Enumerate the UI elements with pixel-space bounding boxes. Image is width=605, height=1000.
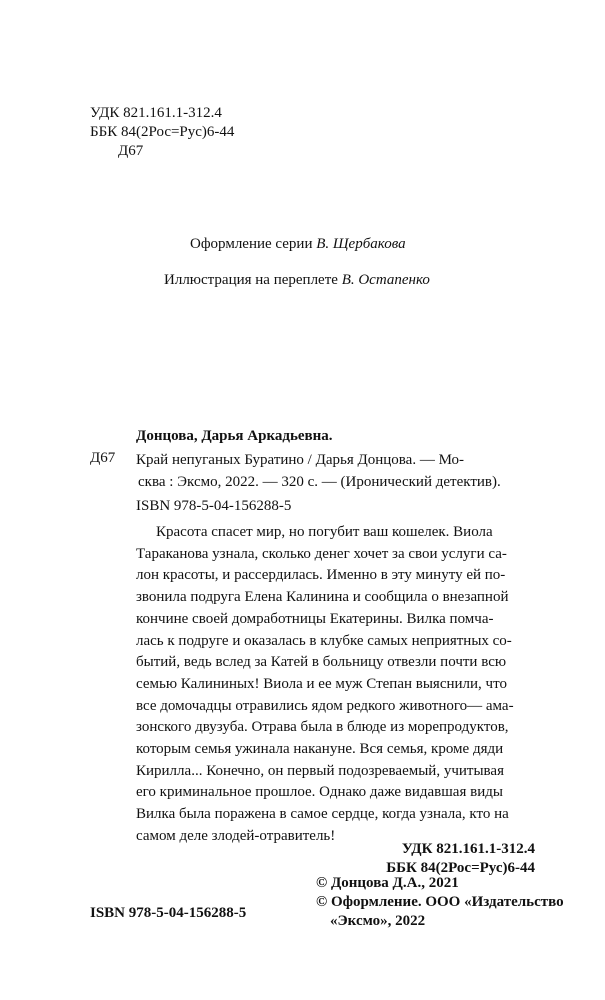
series-design-name: В. Щербакова: [316, 236, 406, 252]
bbk-code-bottom: ББК 84(2Рос=Рус)6-44: [386, 860, 535, 876]
copyright-publisher-line2: «Эксмо», 2022: [330, 913, 426, 929]
title-statement: [136, 450, 540, 493]
annotation-line: его криминальное прошлое. Однако даже видавшая виды: [136, 784, 503, 801]
record-author-mark: Д67: [90, 450, 116, 466]
annotation-line: лон красоты, и рассердилась. Именно в эту минуту ей по-: [136, 567, 506, 584]
annotation-line: которым семья ужинала накануне. Вся семья, кроме дяди: [136, 741, 504, 758]
annotation-line: звонила подруга Елена Калинина и сообщила о внезапной: [136, 589, 509, 606]
series-design-credit: [190, 236, 406, 253]
top-codes: [90, 104, 234, 161]
footer-isbn: ISBN 978-5-04-156288-5: [90, 905, 247, 921]
copyright-author: © Донцова Д.А., 2021: [316, 875, 459, 891]
annotation-line: зонского двузуба. Отрава была в блюде из морепродуктов,: [136, 719, 509, 736]
series-design-label: Оформление серии: [190, 236, 313, 252]
annotation-line: Тараканова узнала, сколько денег хочет за свои услуги са-: [136, 545, 507, 562]
cover-illustration-name: В. Остапенко: [341, 272, 430, 288]
copyright-block: [316, 874, 564, 931]
cover-illustration-credit: [164, 272, 430, 289]
annotation-line: бытий, ведь вслед за Катей в больницу отвезли почти всю: [136, 654, 507, 671]
bottom-codes: [386, 840, 535, 878]
copyright-publisher-line1: © Оформление. ООО «Издательство: [316, 894, 564, 910]
annotation: [136, 522, 540, 848]
bbk-code: ББК 84(2Рос=Рус)6-44: [90, 124, 235, 140]
cover-illustration-label: Иллюстрация на переплете: [164, 272, 338, 288]
annotation-line: семью Калининых! Виола и ее муж Степан выяснили, что: [136, 675, 507, 692]
annotation-line: самом деле злодей-отравитель!: [136, 827, 336, 844]
title-line: сква : Эксмо, 2022. — 320 с. — (Иронический детектив).: [138, 473, 501, 490]
annotation-line: лась к подруге и оказалась в клубке самых неприятных со-: [136, 632, 512, 649]
author-heading: Донцова, Дарья Аркадьевна.: [136, 428, 333, 444]
udk-code: УДК 821.161.1-312.4: [90, 105, 222, 121]
title-word-group: Край непуганых Буратино / Дарья Донцова. — Мо-: [136, 452, 465, 468]
title-line: [136, 450, 540, 472]
annotation-line: кончине своей домработницы Екатерины. Вилка помча-: [136, 610, 494, 627]
annotation-line: все домочадцы отравились ядом редкого животного— ама-: [136, 697, 514, 714]
record-isbn: ISBN 978-5-04-156288-5: [136, 498, 292, 514]
annotation-line: Красота спасет мир, но погубит ваш кошелек. Виола: [156, 524, 493, 540]
annotation-line: Вилка была поражена в самое сердце, когда узнала, кто на: [136, 806, 509, 823]
author-mark: Д67: [118, 143, 144, 159]
annotation-line: Кирилла... Конечно, он первый подозреваемый, учитывая: [136, 762, 504, 779]
udk-code-bottom: УДК 821.161.1-312.4: [401, 841, 535, 857]
